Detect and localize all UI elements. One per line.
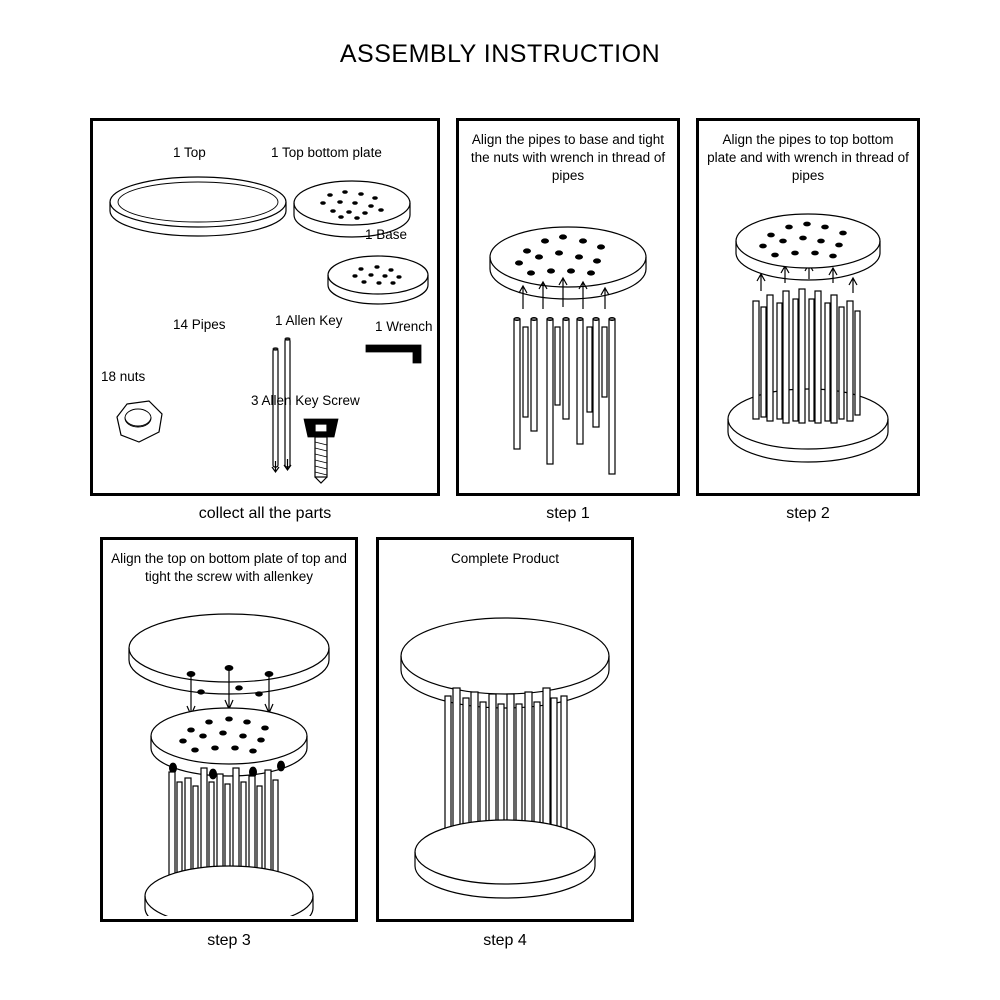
panel-caption-parts: collect all the parts bbox=[198, 505, 332, 522]
panel-caption-step1: step 1 bbox=[546, 505, 590, 522]
panel-step1 bbox=[456, 118, 680, 496]
part-label-top-bottom-plate: 1 Top bottom plate bbox=[271, 145, 382, 160]
part-top-drawing bbox=[103, 169, 293, 249]
part-base-drawing bbox=[321, 247, 436, 317]
panel-parts bbox=[90, 118, 440, 496]
panel-instruction-step1: Align the pipes to base and tight the nuts with wrench in thread of pipes bbox=[470, 132, 666, 184]
panel-step3 bbox=[100, 537, 358, 922]
part-label-allen-key: 1 Allen Key bbox=[275, 313, 343, 328]
part-allen-key-screw-drawing bbox=[297, 411, 347, 491]
step4-diagram bbox=[379, 590, 631, 920]
panel-step2 bbox=[696, 118, 920, 496]
part-allen-key-drawing bbox=[363, 337, 433, 372]
part-label-top: 1 Top bbox=[173, 145, 206, 160]
panel-caption-step3: step 3 bbox=[207, 932, 251, 949]
panel-caption-step2: step 2 bbox=[786, 505, 830, 522]
step1-diagram bbox=[459, 179, 677, 479]
step2-diagram bbox=[699, 179, 917, 479]
panel-caption-step4: step 4 bbox=[483, 932, 527, 949]
part-label-base: 1 Base bbox=[365, 227, 408, 242]
part-nut-drawing bbox=[105, 387, 175, 457]
step3-diagram bbox=[103, 596, 355, 916]
part-label-pipes: 14 Pipes bbox=[173, 317, 226, 332]
panel-instruction-step4: Complete Product bbox=[450, 551, 560, 566]
part-label-nuts: 18 nuts bbox=[101, 369, 146, 384]
panel-instruction-step3: Align the top on bottom plate of top and tight the screw with allenkey bbox=[111, 551, 347, 585]
page-title: ASSEMBLY INSTRUCTION bbox=[339, 40, 661, 68]
part-label-allen-key-screw: 3 Allen Key Screw bbox=[251, 393, 360, 408]
part-label-wrench: 1 Wrench bbox=[375, 319, 433, 334]
panel-step4 bbox=[376, 537, 634, 922]
panel-instruction-step2: Align the pipes to top bottom plate and with wrench in thread of pipes bbox=[707, 132, 909, 184]
